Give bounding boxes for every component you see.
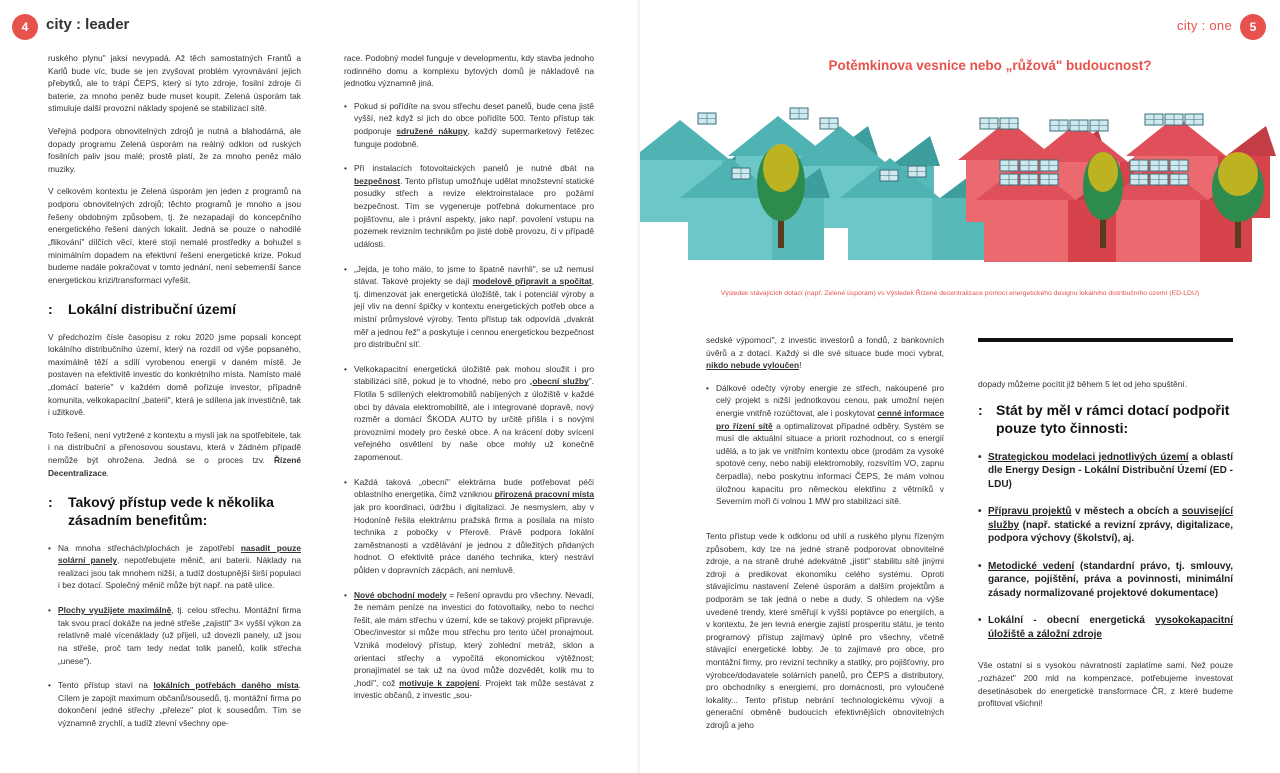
text-run: Při instalacích fotovoltaických panelů je nutné dbát na: [354, 163, 594, 174]
benefit-list: [48, 542, 301, 730]
text-run: Na mnoha střechách/plochách je zapotřebí: [58, 542, 241, 553]
section-heading: [48, 493, 301, 529]
text-run: Velkokapacitní energetická úložiště pak mohou sloužit i pro stabilizaci sítě, pokud je to vhodné, nebo pro „: [354, 363, 594, 387]
section-divider: [978, 338, 1233, 342]
bold-run: Strategickou modelaci jednotlivých území: [988, 451, 1189, 463]
list-item: [344, 476, 594, 577]
bold-run: obecní služby: [532, 376, 589, 387]
right-column-1: [706, 334, 944, 742]
list-item: [978, 505, 1233, 546]
text-run: Tento přístup staví na: [58, 680, 154, 691]
list-item: [978, 614, 1233, 641]
section-heading: [48, 300, 301, 318]
bold-run: vysokokapacitní úložiště a záložní zdroje: [988, 615, 1233, 640]
illustration-caption: Výsledek stávajících dotací (např. Zelené úsporám) vs Výsledek Řízené decentralizace pomocí energetického designu lokálního distribučního území (ED-LDU): [720, 290, 1200, 297]
bold-run: související služby: [988, 506, 1233, 531]
bold-run: Plochy využijete maximálně: [58, 605, 172, 616]
bold-run: Metodické vedení: [988, 560, 1075, 572]
paragraph: Tento přístup vede k odklonu od uhlí a ruského plynu řízeným způsobem, kdy lze na jedné straně podporovat obnovitelné zdroje, a na straně druhé adekvátně „jistit" stabilitu sítě jinými zdroji a predikovat ekonomiku celého systému. Oproti stávajícímu nastavení Zelené úsporám a dalším projektům a podporám se tak jedná o nebe a dudy. S ohledem na výše uvedené trendy, které směřují k vyšší poptávce po energiích, a v kontextu, že jen levná energie zajistí prosperitu státu, je tento programový přístup zajímavý úplně pro všechny, včetně stávající energetické lobby. Je to zajímavé pro obce, pro montážní firmy, pro revizní techniky a statiky, pro pojišťovny, pro výrobce/dodavatele solárních panelů, pro ČEPS a distributory, pro obchodníky s energiemi, pro domácnosti, pro vyloučené lokality... Tento přístup nebrání technologickému vývoji a generační obměně budoucích efektivnějších obnovitelných zdrojů a jeho: [706, 530, 944, 731]
paragraph: [48, 429, 301, 479]
left-column-2: [344, 52, 594, 714]
list-item: [48, 604, 301, 667]
paragraph: V celkovém kontextu je Zelená úsporám jen jeden z programů na podporu obnovitelných zdrojů; těchto programů je mnoho a jsou řešeny obdobným způsobem, tj. že nezapadají do koncepčního energetického řešení daných lokalit. Jedná se pouze o nahodilé „flikování" dílčích věcí, které stojí nemalé prostředky a bohužel s minimálním dopadem na efektivní řešení energetické krize. Pokud budeme nadále pokračovat v tomto jednání, není sebemenší šance energetickou krizi/transformaci vyřešit.: [48, 186, 301, 285]
bold-run: Nové obchodní modely: [354, 589, 447, 600]
bold-run: nasadit pouze solární panely: [58, 542, 301, 566]
text-run: , nepotřebujete měnič, ani baterii. Náklady na realizaci jsou tak mnohem nižší, a tudíž dostupnější širší populaci i bez dotací. Společný měnič může být např. na patě ulice.: [58, 555, 301, 591]
list-item: [344, 363, 594, 464]
bold-run: bezpečnost: [354, 175, 401, 186]
heading-text: Lokální distribuční území: [68, 301, 237, 318]
bold-run: motivuje k zapojení: [399, 677, 480, 688]
page-number-badge: 4: [12, 14, 38, 40]
benefit-list-cont: [706, 382, 944, 508]
bold-run: nikdo nebude vyloučen: [706, 360, 800, 371]
text-run: . Tento přístup umožňuje udělat množstevní statické posudky střech a revize elektroinstalace pro požární bezpečnost. Tím se vygeneruje potřebná dokumentace pro pojišťovnu, ale i právní aspekty, jako např. povolení vstupu na pozemek revizním technikům po jisté době provozu, či v případě události.: [354, 175, 594, 249]
heading-colon: :: [978, 401, 983, 418]
list-item: [706, 382, 944, 508]
paragraph: Vše ostatní si s vysokou návratností zaplatíme sami. Než pouze „rozházet" 200 mld na kompenzace, potřebujeme investovat desetinásobek do energetické transformace ČR, z které budeme profitovat všichni!: [978, 660, 1233, 709]
list-item: [978, 451, 1233, 492]
paragraph: Veřejná podpora obnovitelných zdrojů je nutná a blahodárná, ale dopady programu Zelená úsporám na reálný odklon od ruských fosilních paliv jsou malé; prostě platí, že za mnoho peněz málo muziky.: [48, 126, 301, 174]
text-run: ". Flotila 5 sdílených elektromobilů nabíjených z úložiště v každé obci by dávala elektromobilitě, ale i integrované dopravě, nový rozměr a domácí ŠKODA AUTO by určitě přišla i s novými provozními modely pro české obce. A na krácení doby svícení veřejného osvětlení by naše obce mohly už konečně zapomenout.: [354, 376, 594, 463]
paragraph: V předchozím čísle časopisu z roku 2020 jsme popsali koncept lokálního distribučního území, který na rozdíl od výše popsaného, maximálně těží a sdílí vyrobenou energii v daném místě. Je postaven na efektivitě investic do konkrétního místa. Namísto malé „domácí baterie" v každém domě pořizuje investor, případně komunita, velkokapacitní „baterii", která je sdílena jak investičně, tak i užitkově.: [48, 331, 301, 418]
benefit-list-cont: [344, 100, 594, 702]
paragraph: race. Podobný model funguje v developmentu, kdy stavba jednoho rodinného domu a komplexu bytových domů je nákladově na jednotku významně jiná.: [344, 53, 594, 89]
bold-run: lokálních potřebách daného místa: [153, 680, 299, 691]
heading-colon: :: [48, 301, 53, 318]
text-run: .: [106, 467, 109, 478]
text-run: (standardní právo, tj. smlouvy, garance, pojištění, práva a povinnosti, minimální zásady normalizované projektové dokumentace): [988, 560, 1233, 599]
heading-text: Stát by měl v rámci dotací podpořit pouze tyto činnosti:: [996, 401, 1230, 436]
text-run: sedské výpomoci", z investic investorů a fondů, z bankovních úvěrů a z dotací. Každý si dle své situace bude moci vybrat,: [706, 335, 944, 358]
text-run: . Cílem je zapojit maximum občanů/sousedů, tj. montážní firma po dokončení jedné střechy „přeleze" plot k sousedům. Tím se významně zrychlí, a tudíž zlevní všechny ope-: [58, 680, 301, 728]
list-item: [48, 542, 301, 592]
right-page: [640, 0, 1280, 773]
text-run: a optimalizovat případné odběry. Systém se musí dle aktuální situace a priorit rozhodnout, co s energií udělá, a to jak ve vnitřním kontextu obce (prodám za vysoké spotové ceny, nebo nabiji elektromobily, rozsvítím VO, zapnu čerpadla), nebo poskytnu informaci ČEPS, že mám volnou úložnou kapacitu pro německou elektřinu z větrníků v Severním moři či volnou 1 MW pro stabilizaci sítě.: [716, 420, 945, 507]
paragraph: [706, 334, 944, 372]
text-run: Toto řešení, není vytržené z kontextu a myslí jak na spotřebitele, tak i na distribuční a přenosovou soustavu, která v žádném případě nemůže být ohrožena. Jedná se o proces tzv.: [48, 429, 301, 466]
right-column-2: [978, 378, 1233, 720]
teal-house-group: [640, 108, 990, 260]
bold-run: cenné informace pro řízení sítě: [716, 408, 945, 431]
magazine-header: city : leader: [46, 16, 130, 33]
illustration-title: Potěmkinova vesnice nebo „růžová" budoucnost?: [828, 58, 1152, 73]
text-run: Dálkové odečty výroby energie ze střech, nakoupené pro celý projekt s nižší jednotkovou cenou, pak umožní nejen energie vnitřně rozúčtovat, ale i poskytovat: [716, 382, 944, 419]
list-item: [344, 162, 594, 250]
text-run: v městech a obcích a: [1071, 506, 1182, 518]
list-item: [344, 263, 594, 351]
bold-run: přirozená pracovní místa: [494, 489, 594, 500]
paragraph: dopady můžeme pocítit již během 5 let od jeho spuštění.: [978, 379, 1188, 389]
text-run: Lokální - obecní energetická: [988, 615, 1156, 627]
left-column-1: [48, 52, 301, 742]
heading-text: Takový přístup vede k několika zásadním benefitům:: [68, 494, 274, 529]
bold-run: Přípravu projektů: [988, 506, 1072, 518]
text-run: „Jejda, je toho málo, to jsme to špatně navrhli", se už nemusí stávat. Takové projekty se dají: [354, 263, 594, 287]
text-run: a oblastí dle Energy Design - Lokální Distribuční Území (ED - LDU): [988, 451, 1233, 490]
text-run: , tj. celou střechu. Montážní firma tak svou prací dokáže na jedné střeše „zajistit" 3× vyšší výkon za relativně malé vícenáklady (už přijeli, už dovezli panely, už jsou na střeše, proč tam tedy nedat tolik panelů, kolik střecha „unese").: [58, 605, 301, 666]
text-run: Každá taková „obecní" elektrárna bude potřebovat péči oblastního energetika, čímž vzniknou: [354, 476, 594, 500]
bold-run: modelově připravit a spočítat: [472, 276, 592, 287]
text-run: jak pro koordinaci, údržbu i digitalizaci. Je nesmyslem, aby v Hodoníně řešila elektrárnu pražská firma a posílala na místo technika z pobočky v Přerově. Právě podpora lokální zaměstnanosti a vzdělávání je jednou z důležitých přidaných hodnot. O efektivitě práce daného technika, který nestráví půlden v dopravních zácpách, ani nemluvě.: [354, 501, 594, 575]
paragraph: ruského plynu" jaksi nevypadá. Až těch samostatných Frantů a Karlů bude víc, bude se jen zvyšovat problém vyrovnávání jejich přebytků, ale to trápí ČEPS, který si tyto zdroje, fosilní zdroje či baterie, za mnoho peněz bude muset koupit. Zelená úsporám tak stimuluje další provozní náklady spojené se stabilizací sítě.: [48, 53, 301, 114]
village-illustration: [640, 88, 1280, 288]
list-item: [48, 679, 301, 729]
text-run: (např. statické a revizní zprávy, digitalizace, podpora výchovy (školství), aj.: [988, 519, 1233, 545]
list-item: [978, 560, 1233, 601]
state-support-list: [978, 451, 1233, 642]
text-run: , tj. dimenzovat jak energetická úložiště, tak i potenciál výroby a její vliv na denní špičky v kontextu energetických potřeb obce a místní průmyslové výroby. Tento přístup tak odpovídá „dvakrát měř a jednou řež" a poskytuje i cennou energetickou bezpečnost pro distribuční síť.: [354, 276, 594, 350]
page-number-badge: 5: [1240, 14, 1266, 40]
heading-colon: :: [48, 494, 53, 511]
bold-run: sdružené nákupy: [396, 126, 468, 137]
text-run: , každý supermarketový řetězec funguje podobně.: [354, 126, 594, 149]
text-run: Pokud si pořídíte na svou střechu deset panelů, bude cena jistě vyšší, než když si jich do obce pořídíte 500. Tento přístup tak podporuje: [354, 100, 594, 137]
text-run: = řešení opravdu pro všechny. Nevadí, že nemám peníze na investici do fotovoltaiky, nebo to nechci řešit, ale mám střechu v území, kde se takový projekt připravuje. Obec/investor si může mou střechu pro tento účel pronajmout. Vzniká modelový přístup, který zohlední metráž, sklon a orientaci střechy a vypočítá ekonomickou výtěžnost; pronajímatel se tak už na úvod může dozvědět, kolik mu to „hodí", což: [354, 589, 594, 688]
list-item: [344, 100, 594, 150]
bold-run: Řízené Decentralizace: [48, 455, 301, 478]
list-item: [344, 589, 594, 702]
text-run: !: [799, 360, 802, 371]
magazine-header: city : one: [1176, 18, 1232, 33]
text-run: . Projekt tak může sestávat z investic občanů, z investic „sou-: [354, 677, 594, 701]
section-heading: [978, 401, 1233, 437]
